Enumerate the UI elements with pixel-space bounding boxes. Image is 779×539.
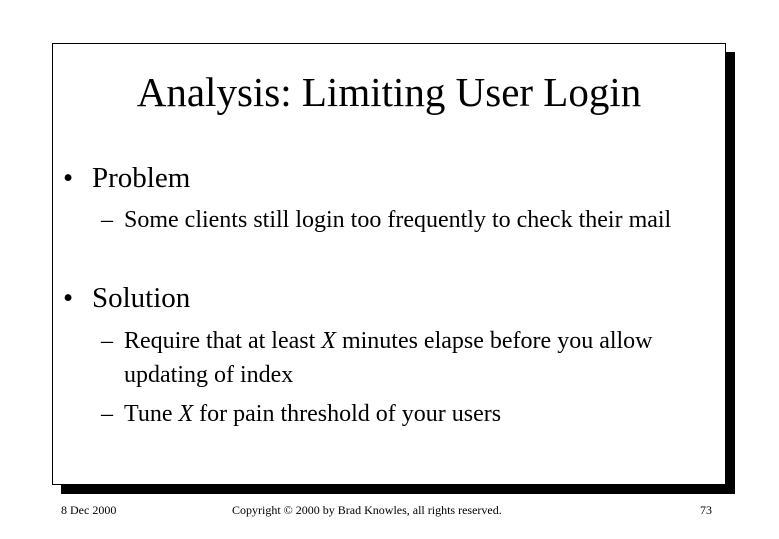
footer-date: 8 Dec 2000 xyxy=(61,503,117,517)
bullet-label-problem: Problem xyxy=(92,162,191,194)
sub-bullet-text: Some clients still login too frequently to check their mail xyxy=(124,207,672,233)
dash-glyph: – xyxy=(101,207,113,233)
bullet-label-solution: Solution xyxy=(92,282,191,314)
dash-glyph: – xyxy=(101,401,113,427)
dash-glyph: – xyxy=(101,328,113,354)
footer-page-number: 73 xyxy=(700,503,712,517)
slide-frame xyxy=(52,43,726,485)
footer-copyright: Copyright © 2000 by Brad Knowles, all rights reserved. xyxy=(232,503,502,517)
sub-bullet-text: Require that at least X minutes elapse before you allow updating of index xyxy=(124,328,653,388)
bullet-glyph: • xyxy=(63,282,74,314)
sub-bullet-text: Tune X for pain threshold of your users xyxy=(124,401,502,427)
slide-title: Analysis: Limiting User Login xyxy=(136,69,642,115)
bullet-glyph: • xyxy=(63,162,74,194)
